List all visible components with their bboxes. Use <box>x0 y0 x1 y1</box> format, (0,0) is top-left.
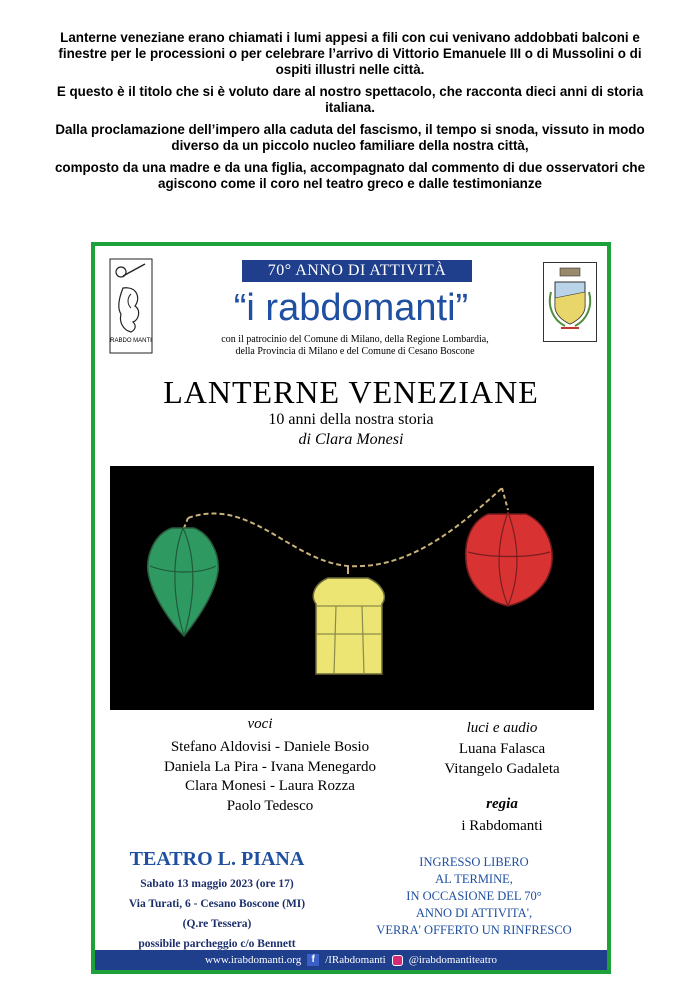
regia-value: i Rabdomanti <box>461 818 543 834</box>
intro-paragraph-2: E questo è il titolo che si è voluto dare al nostro spettacolo, che racconta dieci anni di storia italiana. <box>56 84 644 115</box>
voci-line: Stefano Aldovisi - Daniele Bosio <box>170 739 370 755</box>
luci-name: Vitangelo Gadaleta <box>444 760 560 777</box>
voci-line: Paolo Tedesco <box>226 797 314 814</box>
voci-line: Daniela La Pira - Ivana Menegardo <box>164 758 376 775</box>
intro-paragraph-4: composto da una madre e da una figlia, accompagnato dal commento di due osservatori che agiscono come il coro nel teatro greco e dalle testimonianze <box>54 160 646 191</box>
patronage-line-1: con il patrocinio del Comune di Milano, della Regione Lombardia, <box>221 334 489 345</box>
admission-line: AL TERMINE, <box>435 872 513 886</box>
facebook-link[interactable]: /IRabdomanti <box>325 954 386 966</box>
event-date: Sabato 13 maggio 2023 (ore 17) <box>140 878 294 890</box>
instagram-icon <box>392 955 403 966</box>
website-link[interactable]: www.irabdomanti.org <box>204 954 302 966</box>
parking-note: possibile parcheggio c/o Bennett <box>138 938 296 950</box>
event-poster <box>91 242 611 974</box>
admission-line: IN OCCASIONE DEL 70° <box>406 889 542 903</box>
theatre-info <box>115 874 319 954</box>
luci-list <box>429 740 575 779</box>
lanterns-illustration <box>110 466 594 710</box>
intro-text <box>40 30 660 198</box>
voci-list <box>105 738 435 816</box>
luci-heading: luci e audio <box>466 720 538 736</box>
show-subtitle: 10 anni della nostra storia <box>268 411 434 428</box>
admission-line: ANNO DI ATTIVITA', <box>415 906 533 920</box>
patronage-text <box>185 334 525 358</box>
voci-heading: voci <box>247 716 273 732</box>
theatre-address: Via Turati, 6 - Cesano Boscone (MI) <box>128 898 306 910</box>
admission-info <box>359 854 589 939</box>
facebook-icon: f <box>307 954 319 966</box>
patronage-line-2: della Provincia di Milano e del Comune di Cesano Boscone <box>235 346 475 357</box>
luci-name: Luana Falasca <box>458 741 546 757</box>
voci-line: Clara Monesi - Laura Rozza <box>185 778 355 794</box>
regia-heading: regia <box>486 796 518 812</box>
anniversary-banner: 70° ANNO DI ATTIVITÀ <box>242 260 472 282</box>
intro-paragraph-3: Dalla proclamazione dell’impero alla caduta del fascismo, il tempo si snoda, vissuto in modo diverso da un piccolo nucleo familiare della nostra città, <box>55 122 645 153</box>
intro-paragraph-1: Lanterne veneziane erano chiamati i lumi appesi a fili con cui venivano addobbati balconi e finestre per le processioni o per celebrare l’arrivo di Vittorio Emanuele III o di Mussolini o di ospiti illustri nelle città. <box>58 30 642 77</box>
logo-caption: RABDO MANTI <box>110 338 152 344</box>
show-title: LANTERNE VENEZIANE <box>163 374 539 410</box>
theatre-name: TEATRO L. PIANA <box>129 848 305 870</box>
footer-bar <box>95 950 607 970</box>
yellow-lantern-icon <box>313 578 384 674</box>
brand-name: “i rabdomanti” <box>233 287 469 329</box>
instagram-link[interactable]: @irabdomantiteatro <box>408 954 498 966</box>
admission-line: VERRA' OFFERTO UN RINFRESCO <box>376 923 572 937</box>
admission-line: INGRESSO LIBERO <box>419 855 529 869</box>
show-author: di Clara Monesi <box>298 431 404 448</box>
theatre-area: (Q.re Tessera) <box>182 918 252 930</box>
